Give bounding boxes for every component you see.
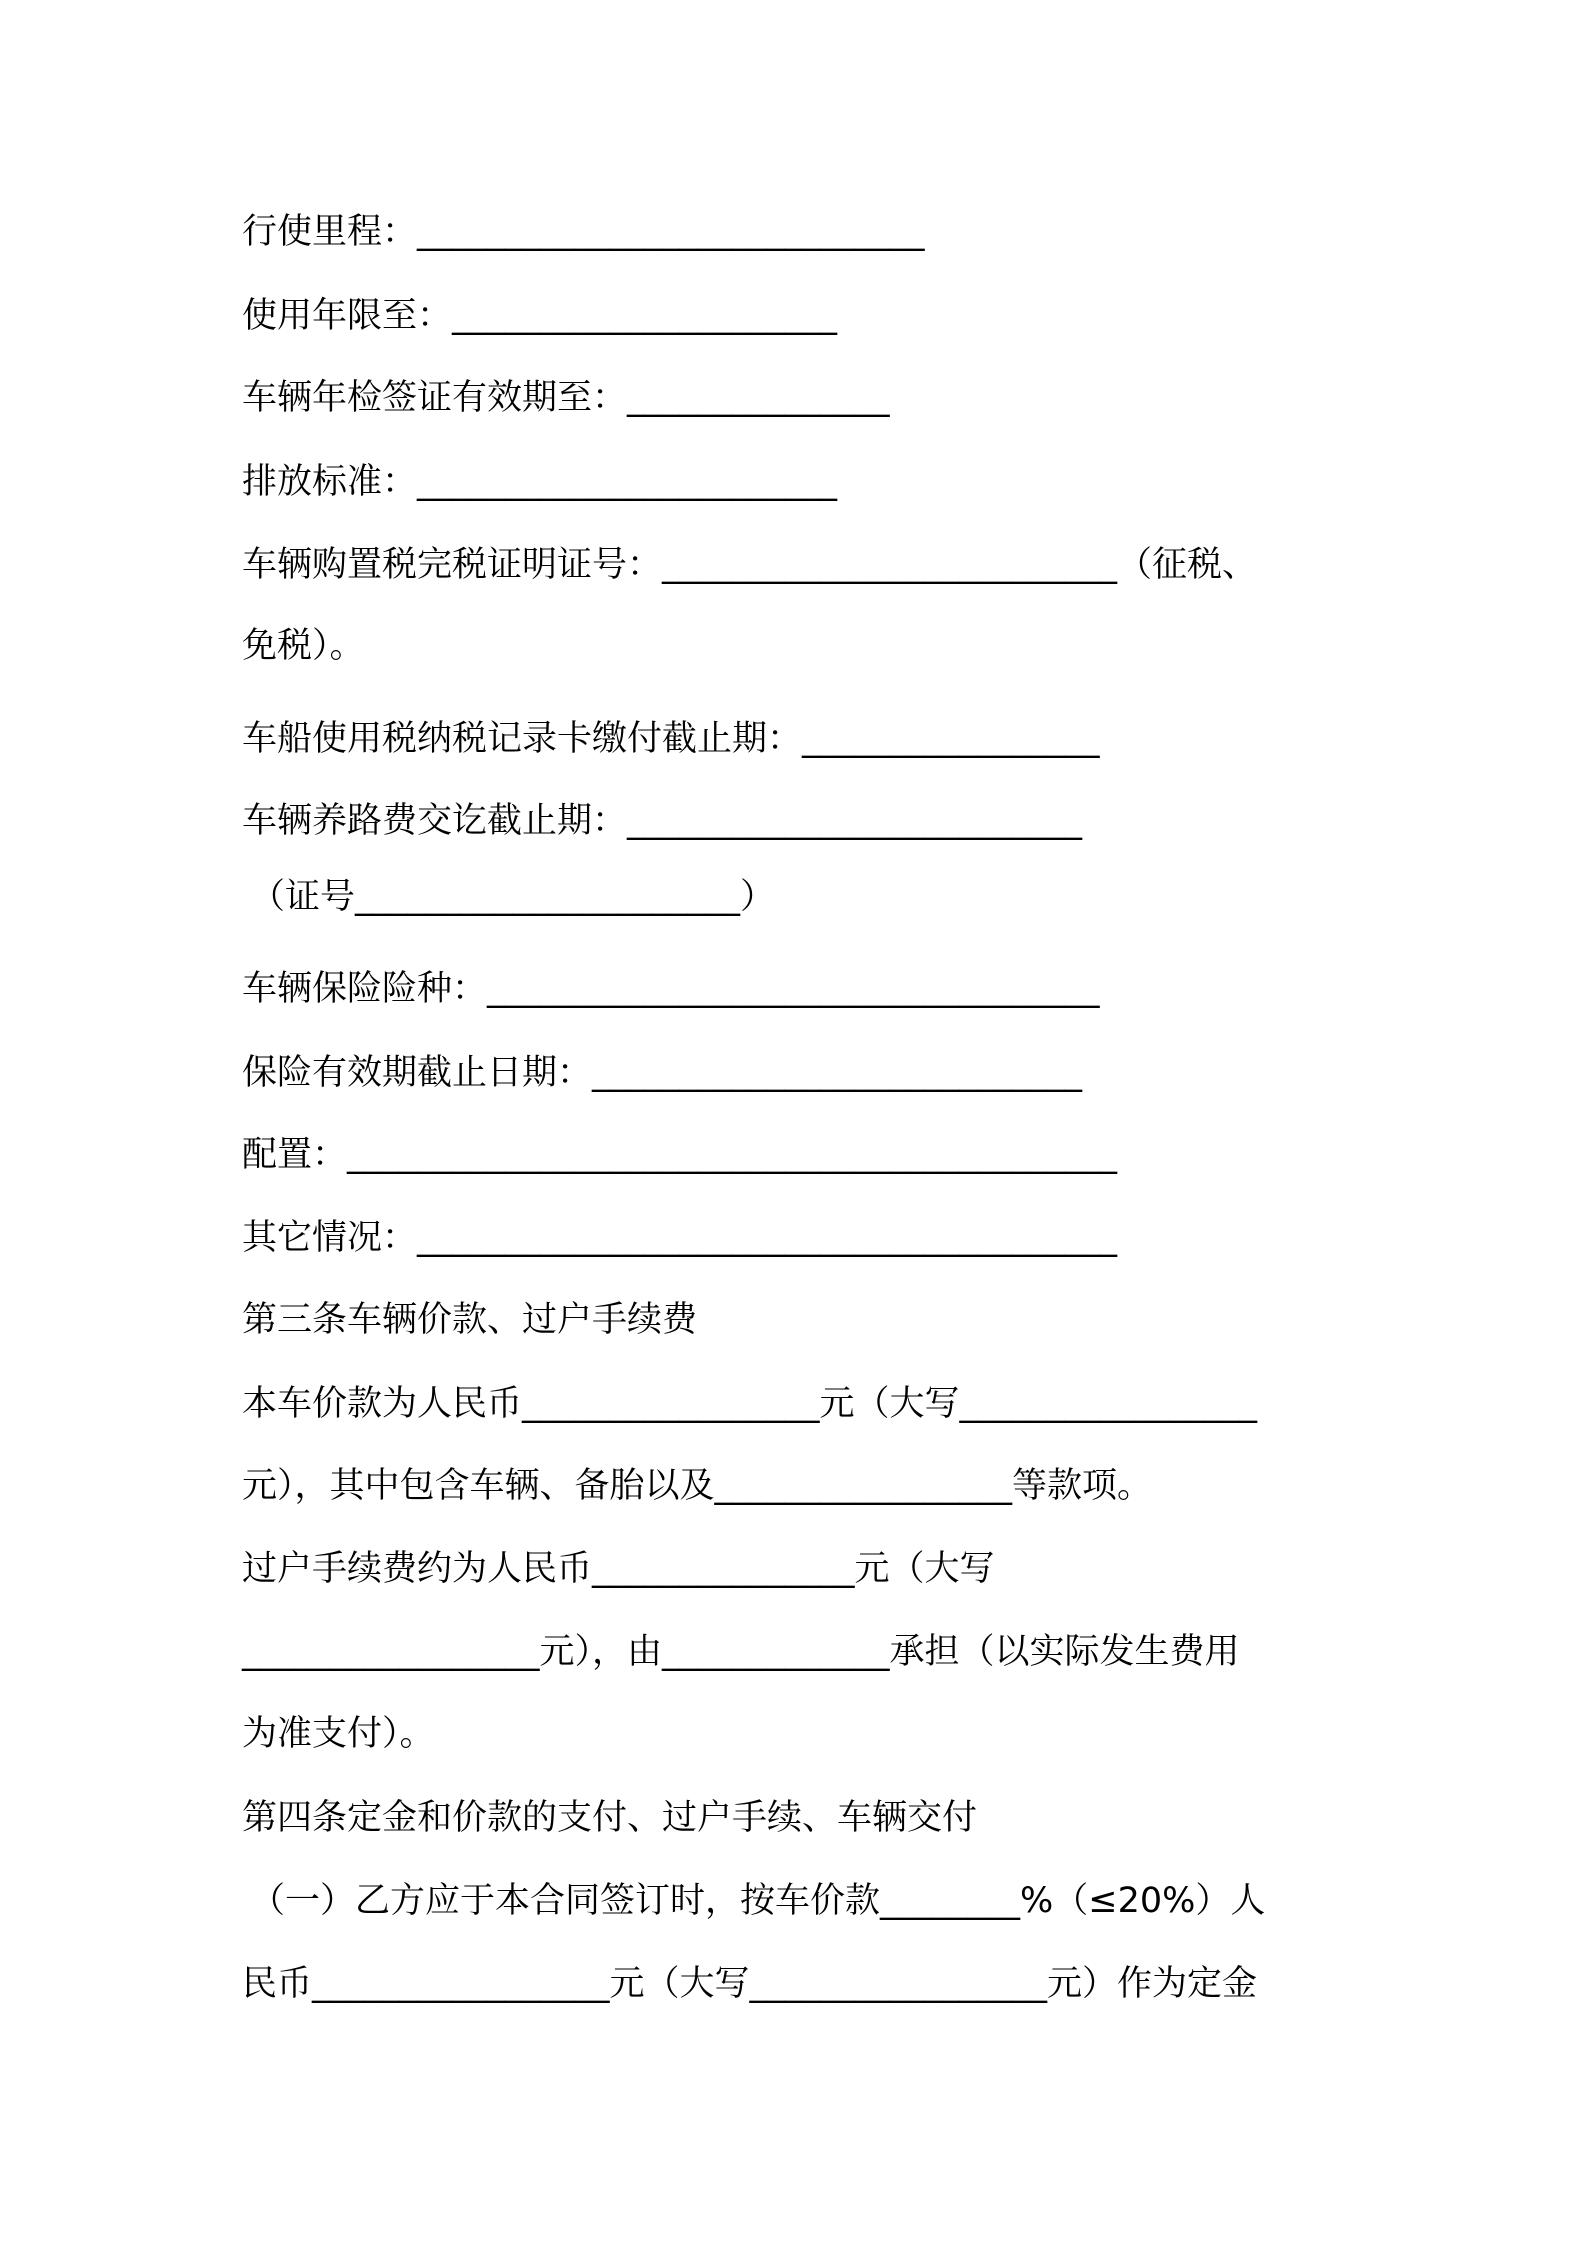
other-conditions-line: 其它情况：________________________________________ (242, 1218, 1118, 1258)
deposit-clause-line: （一）乙方应于本合同签订时，按车价款________%（≤20%）人 (250, 1881, 1266, 1921)
deposit-amount-line: 民币_________________元（大写_________________元）作为定金 (242, 1964, 1258, 2004)
price-includes-line: 元），其中包含车辆、备胎以及_________________等款项。 (242, 1466, 1153, 1506)
purchase-tax-certificate-line: 车辆购置税完税证明证号：__________________________（征税、 (242, 545, 1258, 585)
article-four-heading: 第四条定金和价款的支付、过户手续、车辆交付 (242, 1798, 978, 1838)
transfer-fee-line: 过户手续费约为人民币_______________元（大写 (242, 1549, 995, 1589)
insurance-expiry-line: 保险有效期截止日期：____________________________ (242, 1053, 1083, 1093)
tax-exempt-line: 免税）。 (242, 626, 365, 666)
article-three-heading: 第三条车辆价款、过户手续费 (242, 1300, 698, 1340)
vehicle-price-line: 本车价款为人民币_________________元（大写_________________ (242, 1384, 1258, 1424)
vessel-tax-deadline-line: 车船使用税纳税记录卡缴付截止期：_________________ (242, 719, 1100, 759)
certificate-number-line: （证号______________________） (250, 877, 776, 917)
configuration-line: 配置：____________________________________________ (242, 1135, 1118, 1175)
actual-cost-line: 为准支付）。 (242, 1714, 435, 1754)
emission-standard-line: 排放标准：________________________ (242, 462, 838, 502)
inspection-validity-line: 车辆年检签证有效期至：_______________ (242, 378, 890, 418)
road-fee-deadline-line: 车辆养路费交讫截止期：__________________________ (242, 801, 1083, 841)
transfer-fee-bearer-line: _________________元），由_____________承担（以实际发生费用 (242, 1632, 1240, 1672)
insurance-type-line: 车辆保险险种：___________________________________ (242, 969, 1100, 1009)
mileage-line: 行使里程：_____________________________ (242, 212, 925, 252)
service-life-line: 使用年限至：______________________ (242, 296, 838, 336)
